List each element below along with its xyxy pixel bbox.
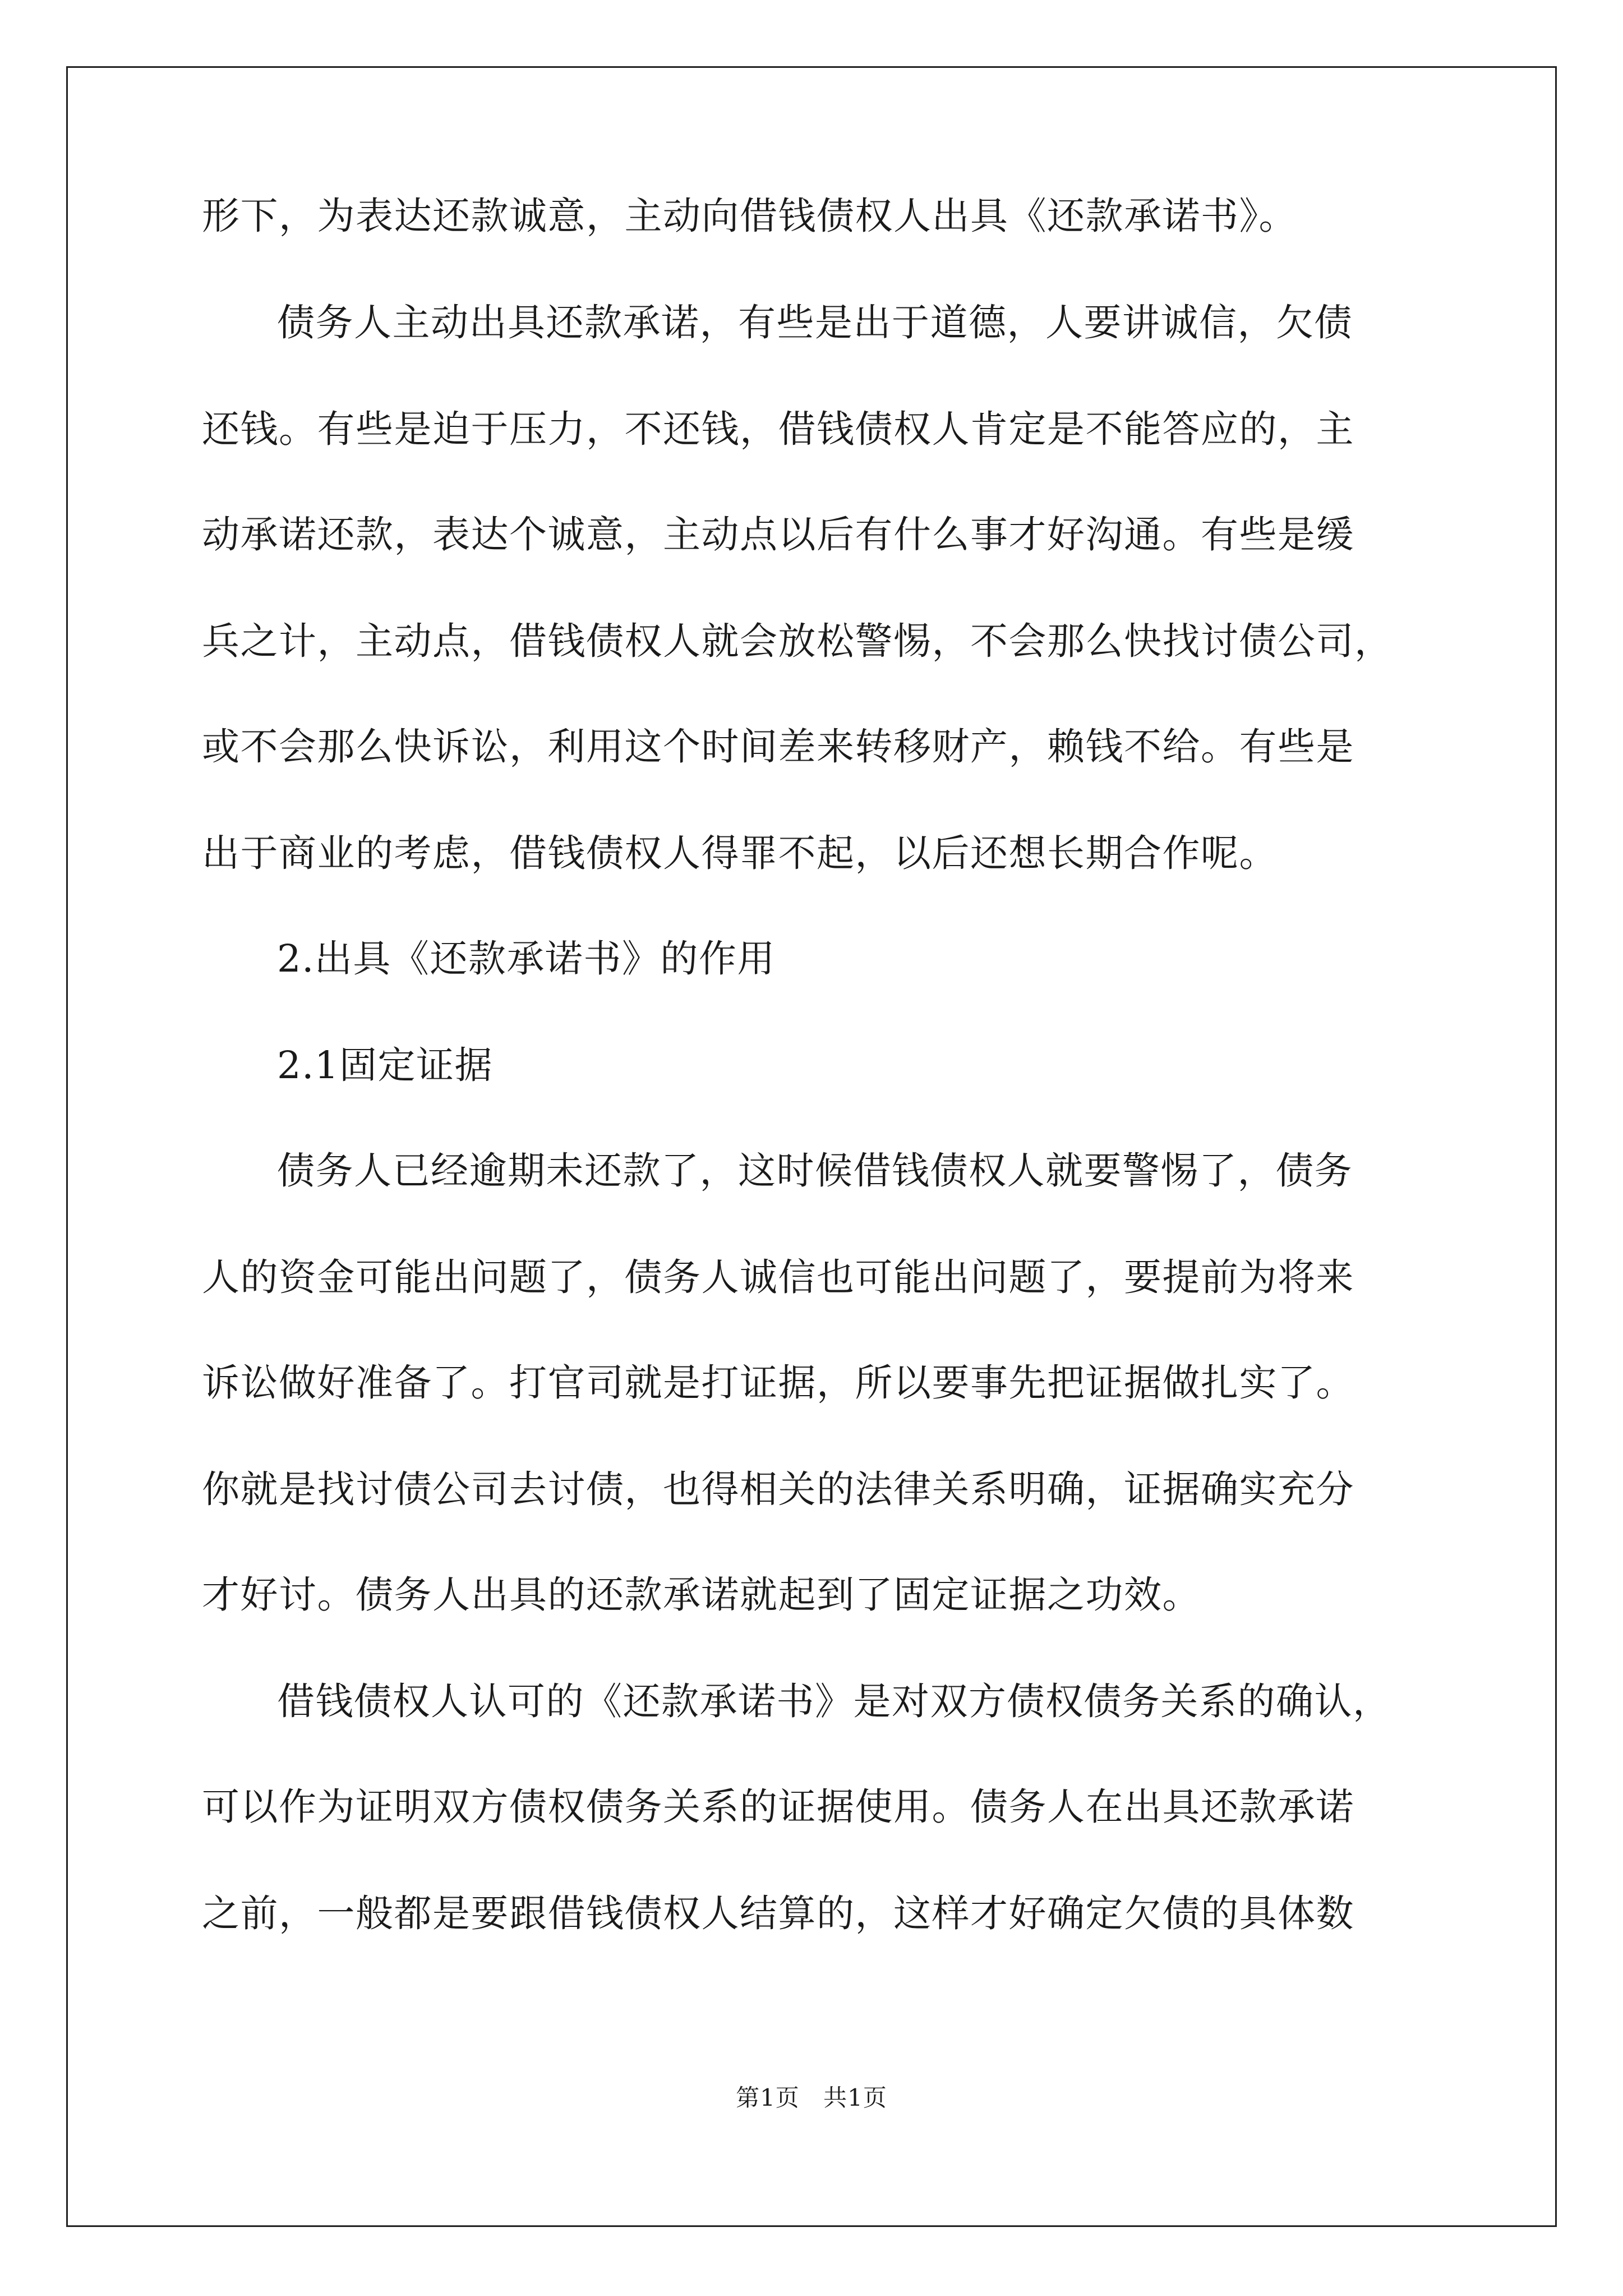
paragraph-start-line: 债务人主动出具还款承诺，有些是出于道德，人要讲诚信，欠债: [277, 301, 1353, 344]
text-line: 动承诺还款，表达个诚意，主动点以后有什么事才好沟通。有些是缓: [202, 513, 1354, 556]
paragraph-start-line: 借钱债权人认可的《还款承诺书》是对双方债权债务关系的确认，: [277, 1680, 1391, 1723]
text-line: 兵之计，主动点，借钱债权人就会放松警惕，不会那么快找讨债公司，: [202, 619, 1393, 663]
page-number-current: 第1页: [736, 2084, 800, 2111]
text-line: 或不会那么快诉讼，利用这个时间差来转移财产，赖钱不给。有些是: [202, 725, 1354, 769]
text-line: 才好讨。债务人出具的还款承诺就起到了固定证据之功效。: [202, 1573, 1201, 1617]
text-line: 之前，一般都是要跟借钱债权人结算的，这样才好确定欠债的具体数: [202, 1892, 1354, 1935]
paragraph-start-line: 债务人已经逾期未还款了，这时候借钱债权人就要警惕了，债务: [277, 1149, 1353, 1193]
text-line: 你就是找讨债公司去讨债，也得相关的法律关系明确，证据确实充分: [202, 1467, 1354, 1511]
text-line: 还钱。有些是迫于压力，不还钱，借钱债权人肯定是不能答应的，主: [202, 407, 1354, 451]
text-line: 人的资金可能出问题了，债务人诚信也可能出问题了，要提前为将来: [202, 1255, 1354, 1299]
page-number-total: 共1页: [823, 2084, 887, 2111]
text-line: 出于商业的考虑，借钱债权人得罪不起，以后还想长期合作呢。: [202, 831, 1278, 875]
text-line: 形下，为表达还款诚意，主动向借钱债权人出具《还款承诺书》。: [202, 194, 1297, 238]
text-line: 可以作为证明双方债权债务关系的证据使用。债务人在出具还款承诺: [202, 1785, 1354, 1829]
text-line: 诉讼做好准备了。打官司就是打证据，所以要事先把证据做扎实了。: [202, 1361, 1354, 1405]
section-heading: 2.出具《还款承诺书》的作用: [277, 937, 776, 981]
subsection-heading: 2.1固定证据: [277, 1043, 494, 1087]
page-footer: [0, 2082, 1623, 2114]
